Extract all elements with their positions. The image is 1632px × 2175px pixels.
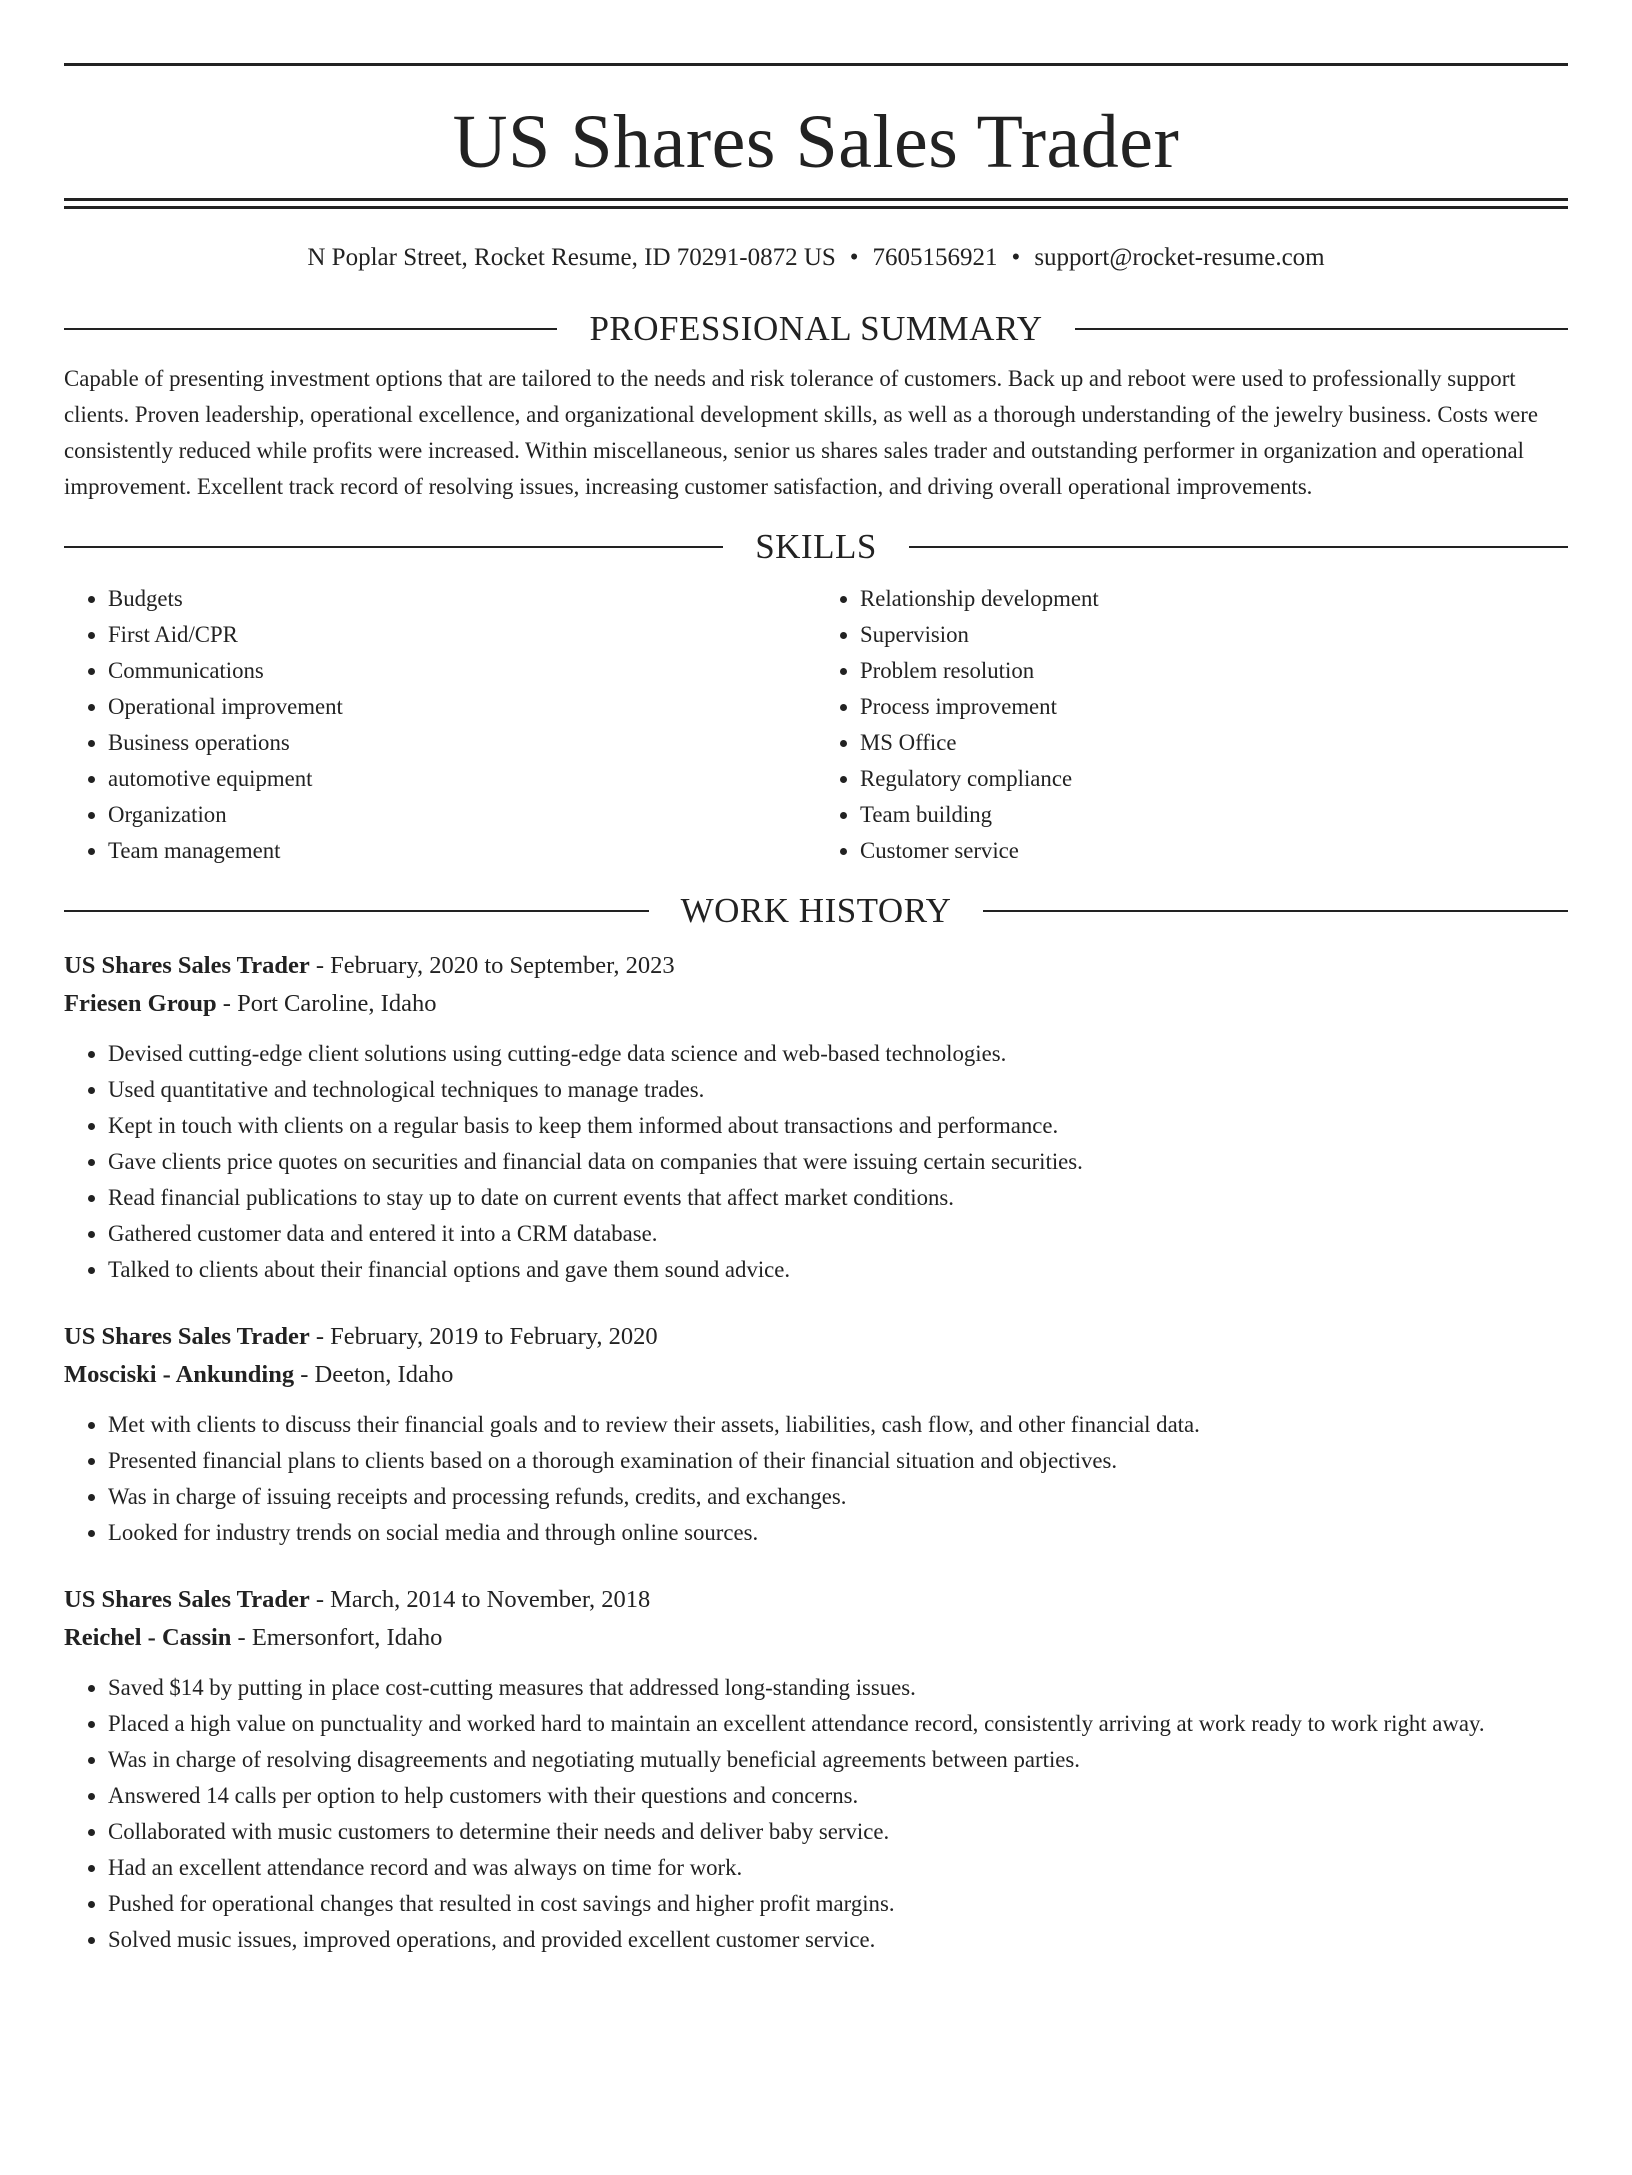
summary-section-heading xyxy=(64,309,1568,349)
title-double-rule xyxy=(64,198,1568,209)
heading-rule xyxy=(64,328,557,330)
job-bullet: • Gathered customer data and entered it into a CRM database. xyxy=(108,1216,1568,1252)
contact-email: support@rocket-resume.com xyxy=(1034,244,1325,271)
job-company-line xyxy=(64,1356,1568,1394)
job-bullet: • Looked for industry trends on social media and through online sources. xyxy=(108,1515,1568,1551)
job-entry xyxy=(64,947,1568,1288)
job-dates: - February, 2020 to September, 2023 xyxy=(309,952,675,979)
job-company-line xyxy=(64,985,1568,1023)
skills-list-left xyxy=(64,581,816,869)
contact-separator: • xyxy=(849,244,859,271)
job-bullet: • Was in charge of issuing receipts and processing refunds, credits, and exchanges. xyxy=(108,1479,1568,1515)
work-history-list xyxy=(64,947,1568,1958)
skill-item: • First Aid/CPR xyxy=(108,617,816,653)
skill-item: • Process improvement xyxy=(860,689,1568,725)
job-bullet: • Devised cutting-edge client solutions using cutting-edge data science and web-based technologies. xyxy=(108,1036,1568,1072)
job-company: Mosciski - Ankunding xyxy=(64,1361,295,1388)
skill-item: • automotive equipment xyxy=(108,761,816,797)
resume-page xyxy=(0,63,1632,1958)
job-bullet: • Used quantitative and technological techniques to manage trades. xyxy=(108,1072,1568,1108)
skills-section-heading xyxy=(64,527,1568,567)
heading-rule xyxy=(64,910,649,912)
skill-item: • Organization xyxy=(108,797,816,833)
contact-separator: • xyxy=(1011,244,1021,271)
work-section-heading xyxy=(64,891,1568,931)
job-dates: - February, 2019 to February, 2020 xyxy=(309,1323,658,1350)
skill-item: • Customer service xyxy=(860,833,1568,869)
job-bullet: • Collaborated with music customers to determine their needs and deliver baby service. xyxy=(108,1814,1568,1850)
job-title-line xyxy=(64,947,1568,985)
job-bullets xyxy=(64,1036,1568,1288)
job-location: - Emersonfort, Idaho xyxy=(231,1624,443,1651)
job-company: Reichel - Cassin xyxy=(64,1624,232,1651)
skill-item: • Team management xyxy=(108,833,816,869)
contact-phone: 7605156921 xyxy=(872,244,998,271)
job-bullets xyxy=(64,1670,1568,1958)
skill-item: • Budgets xyxy=(108,581,816,617)
job-bullets xyxy=(64,1407,1568,1551)
work-heading-label: WORK HISTORY xyxy=(680,891,952,930)
skills-heading-label: SKILLS xyxy=(755,527,877,566)
skills-columns xyxy=(64,581,1568,869)
job-dates: - March, 2014 to November, 2018 xyxy=(309,1586,651,1613)
job-entry xyxy=(64,1581,1568,1958)
skill-item: • Operational improvement xyxy=(108,689,816,725)
job-bullet: • Pushed for operational changes that resulted in cost savings and higher profit margins. xyxy=(108,1886,1568,1922)
contact-address: N Poplar Street, Rocket Resume, ID 70291-0872 US xyxy=(307,244,836,271)
skill-item: • Regulatory compliance xyxy=(860,761,1568,797)
job-title-line xyxy=(64,1581,1568,1619)
job-title: US Shares Sales Trader xyxy=(64,952,310,979)
job-company: Friesen Group xyxy=(64,990,217,1017)
job-bullet: • Had an excellent attendance record and was always on time for work. xyxy=(108,1850,1568,1886)
heading-rule xyxy=(64,546,723,548)
contact-line xyxy=(64,243,1568,273)
skill-item: • Communications xyxy=(108,653,816,689)
job-title: US Shares Sales Trader xyxy=(64,1586,310,1613)
skills-list-right xyxy=(816,581,1568,869)
summary-text: Capable of presenting investment options that are tailored to the needs and risk tolerance of customers. Back up and reboot were used to professionally support clients. Proven leadership, operational excellence, and organizational development skills, as well as a thorough understanding of the jewelry business. Costs were consistently reduced while profits were increased. Within miscellaneous, senior us shares sales trader and outstanding performer in organization and operational improvement. Excellent track record of resolving issues, increasing customer satisfaction, and driving overall operational improvements. xyxy=(64,366,1539,499)
heading-rule xyxy=(909,546,1568,548)
job-bullet: • Solved music issues, improved operations, and provided excellent customer service. xyxy=(108,1922,1568,1958)
skill-item: • Team building xyxy=(860,797,1568,833)
skill-item: • Supervision xyxy=(860,617,1568,653)
job-bullet: • Placed a high value on punctuality and worked hard to maintain an excellent attendance record, consistently arriving at work ready to work right away. xyxy=(108,1706,1568,1742)
job-location: - Port Caroline, Idaho xyxy=(216,990,437,1017)
heading-rule xyxy=(1075,328,1568,330)
job-bullet: • Kept in touch with clients on a regular basis to keep them informed about transactions and performance. xyxy=(108,1108,1568,1144)
resume-title: US Shares Sales Trader xyxy=(452,100,1180,184)
job-bullet: • Gave clients price quotes on securities and financial data on companies that were issuing certain securities. xyxy=(108,1144,1568,1180)
skill-item: • Problem resolution xyxy=(860,653,1568,689)
skill-item: • Relationship development xyxy=(860,581,1568,617)
job-title: US Shares Sales Trader xyxy=(64,1323,310,1350)
job-bullet: • Presented financial plans to clients based on a thorough examination of their financial situation and objectives. xyxy=(108,1443,1568,1479)
job-bullet: • Was in charge of resolving disagreements and negotiating mutually beneficial agreements between parties. xyxy=(108,1742,1568,1778)
job-company-line xyxy=(64,1619,1568,1657)
job-bullet: • Met with clients to discuss their financial goals and to review their assets, liabilities, cash flow, and other financial data. xyxy=(108,1407,1568,1443)
skill-item: • Business operations xyxy=(108,725,816,761)
skill-item: • MS Office xyxy=(860,725,1568,761)
job-title-line xyxy=(64,1318,1568,1356)
job-bullet: • Saved $14 by putting in place cost-cutting measures that addressed long-standing issues. xyxy=(108,1670,1568,1706)
heading-rule xyxy=(983,910,1568,912)
job-bullet: • Talked to clients about their financial options and gave them sound advice. xyxy=(108,1252,1568,1288)
job-bullet: • Read financial publications to stay up to date on current events that affect market conditions. xyxy=(108,1180,1568,1216)
job-bullet: • Answered 14 calls per option to help customers with their questions and concerns. xyxy=(108,1778,1568,1814)
summary-heading-label: PROFESSIONAL SUMMARY xyxy=(589,309,1043,348)
job-entry xyxy=(64,1318,1568,1551)
job-location: - Deeton, Idaho xyxy=(294,1361,454,1388)
